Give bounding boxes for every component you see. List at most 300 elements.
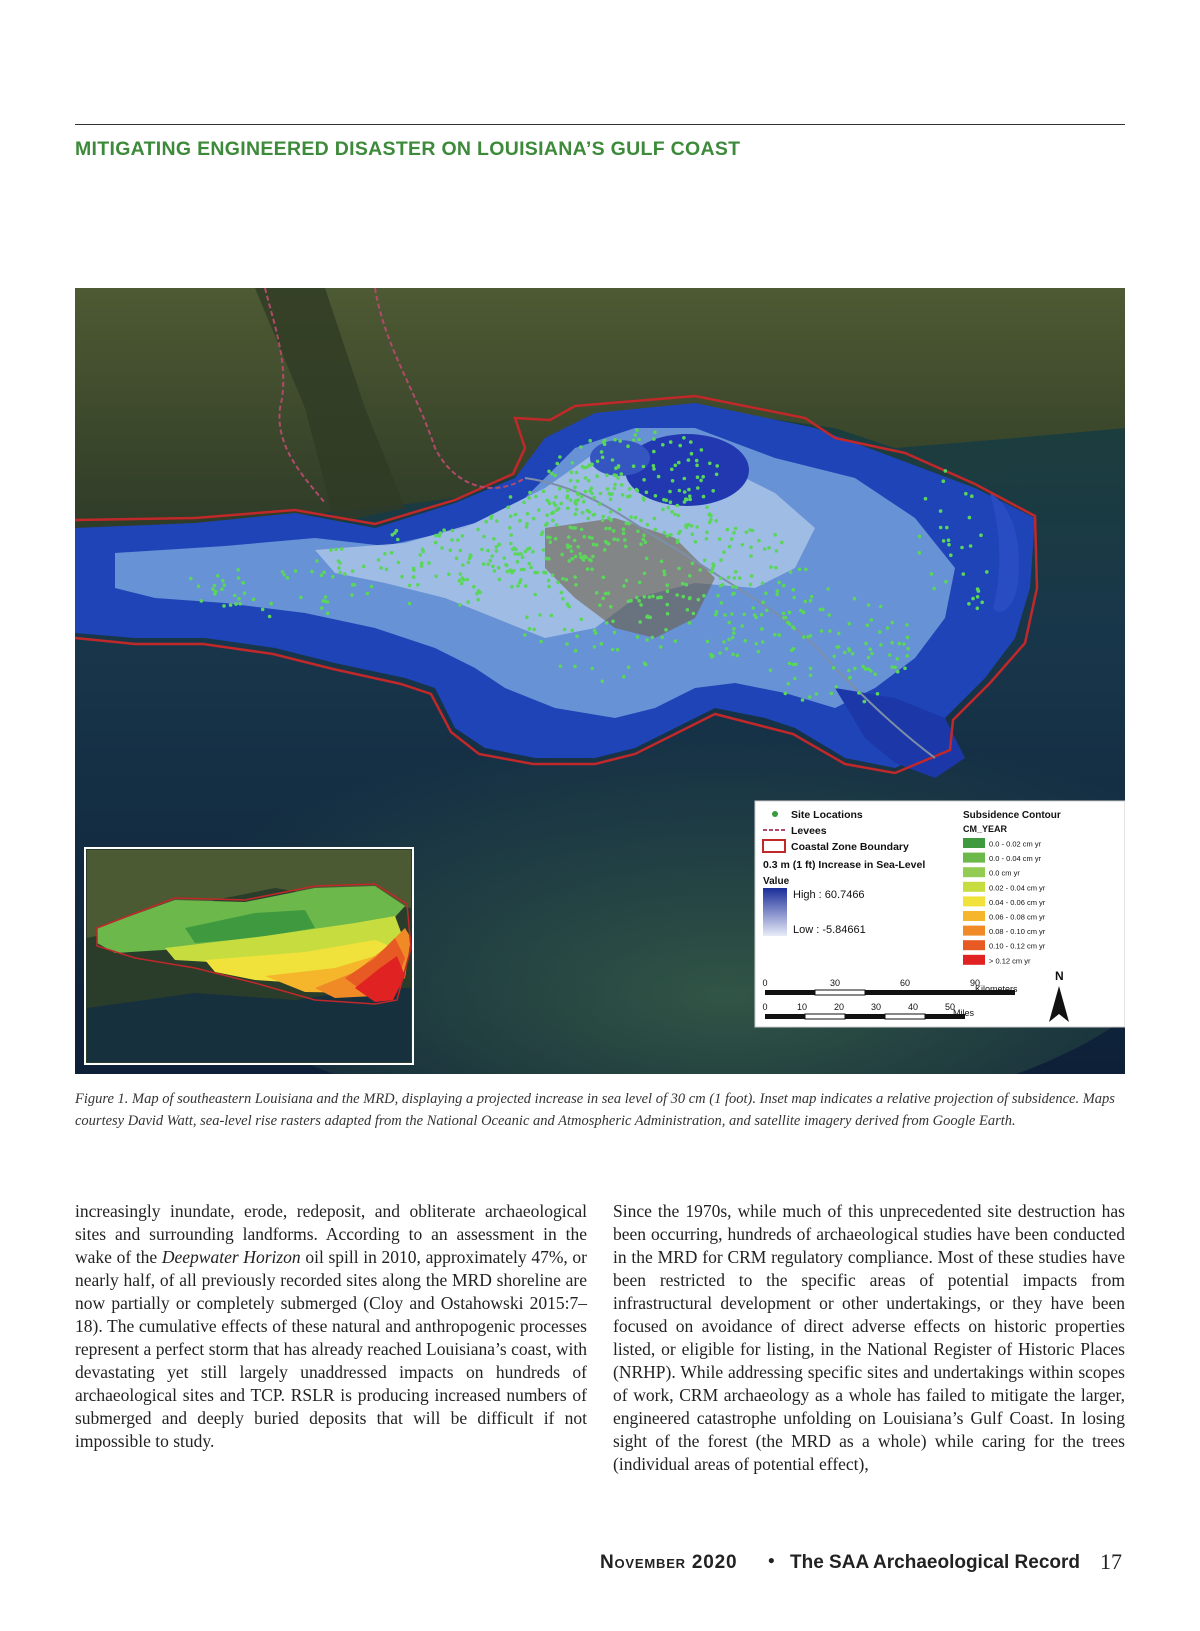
site-point: [773, 633, 777, 637]
site-point: [749, 546, 753, 550]
site-point: [542, 548, 546, 552]
site-point: [200, 599, 204, 603]
site-point: [645, 557, 649, 561]
site-point: [573, 665, 577, 669]
site-point: [637, 599, 641, 603]
site-point: [575, 471, 579, 475]
site-point: [891, 621, 895, 625]
site-point: [624, 545, 628, 549]
site-point: [442, 528, 446, 532]
site-point: [576, 493, 580, 497]
site-point: [792, 627, 796, 631]
site-point: [573, 539, 577, 543]
site-point: [627, 600, 631, 604]
site-point: [518, 519, 522, 523]
site-point: [750, 574, 754, 578]
site-point: [761, 582, 765, 586]
site-point: [561, 577, 565, 581]
site-point: [461, 563, 465, 567]
site-point: [802, 635, 806, 639]
site-point: [843, 651, 847, 655]
site-point: [460, 582, 464, 586]
site-point: [873, 672, 877, 676]
site-point: [554, 504, 558, 508]
site-point: [705, 531, 709, 535]
site-point: [832, 666, 836, 670]
subsidence-classes: [963, 838, 1046, 965]
site-point: [682, 595, 686, 599]
site-point: [420, 561, 424, 565]
site-point: [528, 627, 532, 631]
site-point: [960, 546, 964, 550]
site-point: [769, 669, 773, 673]
site-point: [383, 552, 387, 556]
subsidence-swatch: [963, 853, 985, 863]
legend-levees: Levees: [791, 825, 827, 837]
site-point: [793, 677, 797, 681]
site-point: [646, 523, 650, 527]
site-point: [848, 622, 852, 626]
site-location-symbol: [772, 811, 778, 817]
site-point: [652, 450, 656, 454]
site-point: [754, 642, 758, 646]
site-point: [712, 564, 716, 568]
site-point: [867, 656, 871, 660]
site-point: [888, 653, 892, 657]
site-point: [719, 584, 723, 588]
site-point: [600, 450, 604, 454]
site-point: [749, 583, 753, 587]
site-point: [618, 439, 622, 443]
site-point: [636, 635, 640, 639]
site-point: [653, 528, 657, 532]
site-point: [588, 439, 592, 443]
site-point: [525, 522, 529, 526]
site-point: [642, 478, 646, 482]
subsidence-class-label: 0.04 - 0.06 cm yr: [989, 897, 1046, 907]
site-point: [625, 521, 629, 525]
site-point: [676, 504, 680, 508]
site-point: [440, 546, 444, 550]
site-point: [486, 549, 490, 553]
site-point: [237, 597, 241, 601]
site-point: [533, 593, 537, 597]
site-point: [555, 523, 559, 527]
site-point: [703, 559, 707, 563]
km-unit: Kilometers: [975, 984, 1018, 994]
site-point: [636, 489, 640, 493]
site-point: [252, 598, 256, 602]
site-point: [609, 498, 613, 502]
site-point: [636, 530, 640, 534]
site-point: [622, 532, 626, 536]
site-point: [625, 579, 629, 583]
site-point: [718, 651, 722, 655]
site-point: [427, 561, 431, 565]
site-point: [416, 583, 420, 587]
site-point: [947, 543, 951, 547]
site-point: [604, 527, 608, 531]
site-point: [787, 682, 791, 686]
site-point: [708, 462, 712, 466]
site-point: [331, 575, 335, 579]
site-point: [514, 513, 518, 517]
site-point: [776, 589, 780, 593]
site-point: [269, 602, 273, 606]
site-point: [294, 569, 298, 573]
site-point: [710, 570, 714, 574]
site-point: [742, 613, 746, 617]
site-point: [391, 533, 395, 537]
site-point: [738, 576, 742, 580]
site-point: [591, 555, 595, 559]
site-point: [678, 444, 682, 448]
site-point: [555, 508, 559, 512]
site-point: [329, 548, 333, 552]
site-point: [547, 470, 551, 474]
site-point: [685, 583, 689, 587]
site-point: [418, 553, 422, 557]
site-point: [722, 550, 726, 554]
site-point: [815, 692, 819, 696]
site-point: [947, 538, 951, 542]
site-point: [570, 549, 574, 553]
site-point: [677, 461, 681, 465]
site-point: [847, 669, 851, 673]
site-point: [612, 537, 616, 541]
site-point: [835, 685, 839, 689]
site-point: [351, 569, 355, 573]
site-point: [493, 569, 497, 573]
subsidence-swatch: [963, 838, 985, 848]
site-point: [613, 473, 617, 477]
site-point: [808, 695, 812, 699]
site-point: [903, 667, 907, 671]
page-number: 17: [1100, 1549, 1122, 1574]
site-point: [764, 592, 768, 596]
site-point: [689, 440, 693, 444]
site-point: [685, 526, 689, 530]
site-point: [379, 566, 383, 570]
site-point: [686, 608, 690, 612]
site-point: [560, 591, 564, 595]
site-point: [582, 500, 586, 504]
site-point: [857, 691, 861, 695]
site-point: [869, 669, 873, 673]
site-point: [700, 448, 704, 452]
site-point: [702, 594, 706, 598]
site-point: [832, 655, 836, 659]
site-point: [574, 583, 578, 587]
site-point: [626, 444, 630, 448]
site-point: [611, 620, 615, 624]
site-point: [598, 603, 602, 607]
inset-map: [85, 848, 413, 1064]
site-point: [234, 602, 238, 606]
header-rule: [75, 124, 1125, 125]
site-point: [720, 601, 724, 605]
site-point: [788, 622, 792, 626]
site-point: [863, 700, 867, 704]
site-point: [620, 472, 624, 476]
site-point: [653, 517, 657, 521]
site-point: [763, 547, 767, 551]
site-point: [322, 571, 326, 575]
site-point: [214, 590, 218, 594]
site-point: [643, 572, 647, 576]
scale-tick-label: 90: [969, 978, 981, 988]
site-point: [645, 638, 649, 642]
site-point: [566, 506, 570, 510]
site-point: [773, 533, 777, 537]
site-point: [590, 536, 594, 540]
site-point: [616, 648, 620, 652]
subsidence-class-label: 0.10 - 0.12 cm yr: [989, 941, 1046, 951]
site-point: [602, 575, 606, 579]
site-point: [662, 498, 666, 502]
site-point: [268, 615, 272, 619]
site-point: [671, 479, 675, 483]
left-text-italic: Deepwater Horizon: [161, 1247, 301, 1267]
site-point: [581, 511, 585, 515]
site-point: [727, 638, 731, 642]
site-point: [567, 535, 571, 539]
site-point: [939, 526, 943, 530]
site-point: [682, 436, 686, 440]
site-point: [566, 543, 570, 547]
site-point: [366, 592, 370, 596]
site-point: [853, 667, 857, 671]
site-point: [715, 464, 719, 468]
site-point: [906, 636, 910, 640]
site-point: [595, 591, 599, 595]
site-point: [539, 640, 543, 644]
site-point: [434, 534, 438, 538]
site-point: [550, 614, 554, 618]
site-point: [554, 537, 558, 541]
site-point: [794, 663, 798, 667]
site-point: [870, 618, 874, 622]
site-point: [716, 594, 720, 598]
site-point: [660, 636, 664, 640]
site-point: [221, 579, 225, 583]
site-point: [718, 537, 722, 541]
site-point: [970, 494, 974, 498]
site-point: [784, 692, 788, 696]
site-point: [484, 520, 488, 524]
scale-tick-label: 20: [833, 1002, 845, 1012]
site-point: [692, 612, 696, 616]
site-point: [605, 541, 609, 545]
site-point: [868, 647, 872, 651]
site-point: [569, 498, 573, 502]
site-point: [590, 568, 594, 572]
site-point: [620, 483, 624, 487]
site-point: [964, 492, 968, 496]
site-point: [603, 548, 607, 552]
site-point: [767, 546, 771, 550]
site-point: [652, 464, 656, 468]
site-point: [639, 603, 643, 607]
site-point: [576, 479, 580, 483]
site-point: [480, 548, 484, 552]
site-point: [792, 588, 796, 592]
site-point: [586, 509, 590, 513]
site-point: [229, 603, 233, 607]
site-point: [705, 505, 709, 509]
site-point: [616, 538, 620, 542]
site-point: [942, 539, 946, 543]
site-point: [644, 540, 648, 544]
site-point: [338, 561, 342, 565]
site-point: [804, 568, 808, 572]
site-point: [837, 645, 841, 649]
site-point: [584, 556, 588, 560]
site-point: [652, 437, 656, 441]
site-point: [421, 550, 425, 554]
left-text-2: oil spill in 2010, approximately 47%, or nearly half, of all previously recorded sites along the MRD shoreline are now partially or completely submerged (Cloy and Ostahowski 2015:7–18). The cumulative effects of these natural and anthropogenic processes represent a perfect storm that has already reached Louisiana’s coast, with devastating yet still largely unaddressed impacts on hundreds of archaeological sites and TCP. RSLR is producing increased numbers of submerged and deeply buried deposits that will be difficult if not impossible to study.: [75, 1247, 588, 1451]
site-point: [600, 642, 604, 646]
site-point: [528, 491, 532, 495]
site-point: [509, 514, 513, 518]
site-point: [385, 568, 389, 572]
site-point: [599, 492, 603, 496]
site-point: [459, 572, 463, 576]
footer-separator: •: [768, 1551, 775, 1572]
site-point: [546, 499, 550, 503]
site-point: [627, 666, 631, 670]
site-point: [605, 621, 609, 625]
site-point: [616, 476, 620, 480]
site-point: [878, 630, 882, 634]
site-point: [651, 595, 655, 599]
site-point: [521, 556, 525, 560]
site-point: [592, 543, 596, 547]
site-point: [573, 486, 577, 490]
site-point: [893, 666, 897, 670]
site-point: [489, 516, 493, 520]
site-point: [606, 487, 610, 491]
site-point: [962, 572, 966, 576]
site-point: [338, 571, 342, 575]
site-point: [790, 649, 794, 653]
site-point: [523, 633, 527, 637]
site-point: [467, 561, 471, 565]
site-point: [886, 626, 890, 630]
site-point: [497, 543, 501, 547]
site-point: [719, 558, 723, 562]
site-point: [751, 529, 755, 533]
site-point: [896, 657, 900, 661]
site-point: [677, 532, 681, 536]
site-point: [639, 543, 643, 547]
site-point: [710, 655, 714, 659]
subsidence-swatch: [963, 867, 985, 877]
site-point: [602, 440, 606, 444]
site-point: [879, 605, 883, 609]
site-point: [622, 675, 626, 679]
site-point: [315, 559, 319, 563]
site-point: [524, 584, 528, 588]
site-point: [609, 510, 613, 514]
site-point: [516, 584, 520, 588]
site-point: [639, 519, 643, 523]
site-point: [490, 554, 494, 558]
site-point: [526, 547, 530, 551]
site-point: [898, 642, 902, 646]
site-point: [820, 629, 824, 633]
site-point: [548, 536, 552, 540]
site-point: [864, 642, 868, 646]
site-point: [574, 555, 578, 559]
site-point: [660, 560, 664, 564]
site-point: [777, 581, 781, 585]
site-point: [792, 596, 796, 600]
site-point: [502, 556, 506, 560]
site-point: [586, 567, 590, 571]
site-point: [728, 621, 732, 625]
site-point: [552, 511, 556, 515]
site-point: [609, 605, 613, 609]
site-point: [699, 479, 703, 483]
site-point: [598, 502, 602, 506]
site-point: [722, 640, 726, 644]
site-point: [455, 556, 459, 560]
site-point: [531, 550, 535, 554]
site-point: [669, 440, 673, 444]
site-point: [864, 667, 868, 671]
legend-low: Low : -5.84661: [793, 924, 866, 936]
site-point: [708, 512, 712, 516]
site-point: [538, 613, 542, 617]
site-point: [788, 611, 792, 615]
site-point: [527, 496, 531, 500]
site-point: [412, 567, 416, 571]
site-point: [613, 483, 617, 487]
site-point: [734, 527, 738, 531]
site-point: [732, 592, 736, 596]
site-point: [498, 578, 502, 582]
site-point: [809, 674, 813, 678]
site-point: [745, 530, 749, 534]
site-point: [509, 495, 513, 499]
site-point: [924, 497, 928, 501]
site-point: [668, 490, 672, 494]
site-point: [688, 494, 692, 498]
site-point: [573, 575, 577, 579]
site-point: [661, 443, 665, 447]
site-point: [434, 541, 438, 545]
site-point: [695, 464, 699, 468]
site-point: [529, 566, 533, 570]
scale-tick-label: 50: [944, 1002, 956, 1012]
lake-pontchartrain: [625, 434, 749, 506]
site-point: [532, 628, 536, 632]
site-point: [584, 476, 588, 480]
site-point: [985, 570, 989, 574]
site-point: [553, 474, 557, 478]
site-point: [837, 632, 841, 636]
site-point: [732, 531, 736, 535]
site-point: [932, 587, 936, 591]
site-point: [705, 537, 709, 541]
site-point: [462, 578, 466, 582]
site-point: [690, 452, 694, 456]
site-point: [465, 578, 469, 582]
site-point: [601, 515, 605, 519]
site-point: [497, 566, 501, 570]
site-point: [637, 438, 641, 442]
